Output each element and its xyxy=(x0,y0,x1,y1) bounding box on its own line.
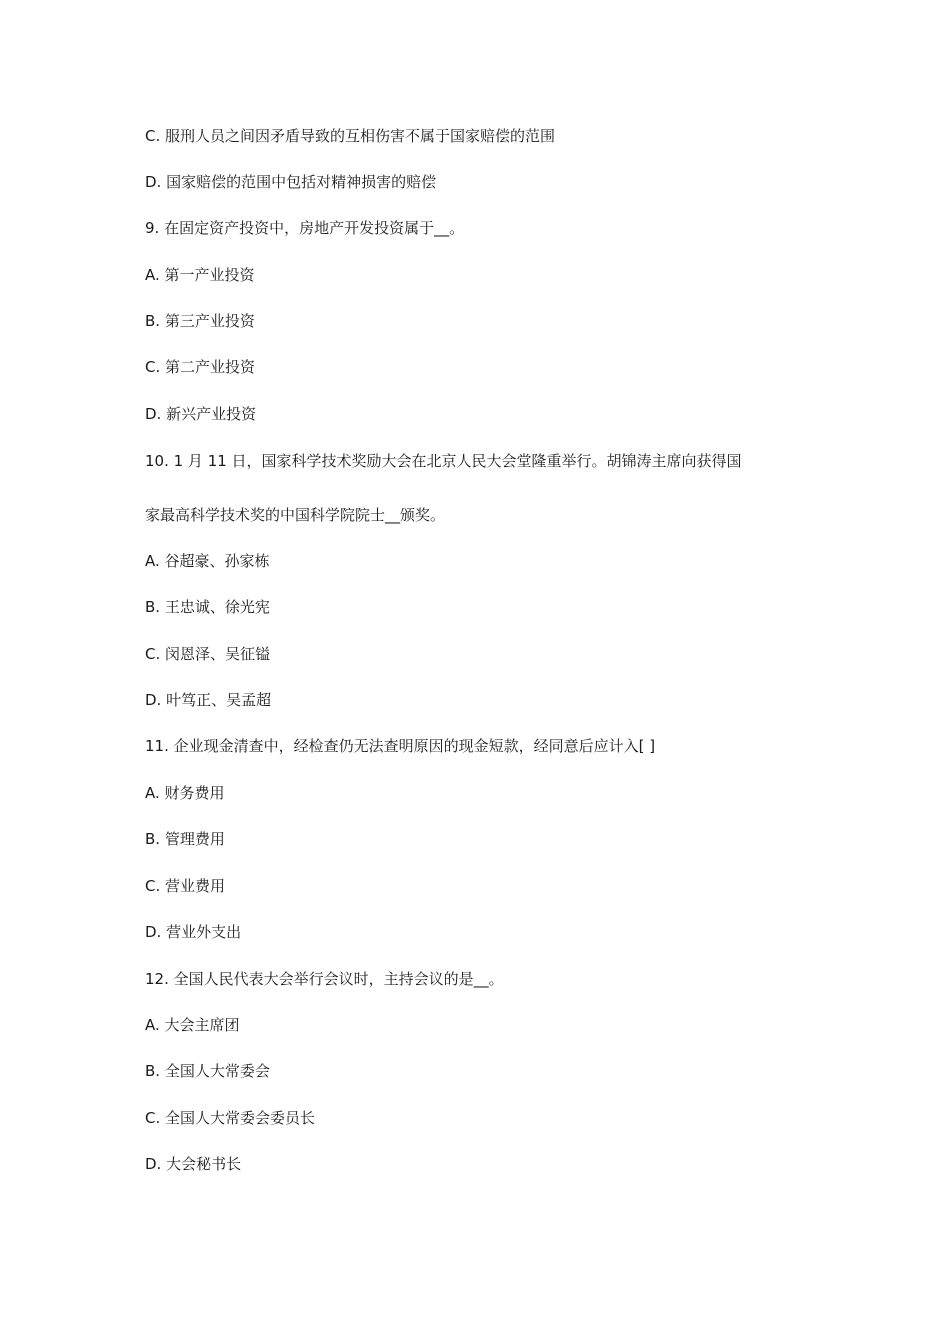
option-10c: C. 闵恩泽、吴征镒 xyxy=(145,645,271,663)
option-8c: C. 服刑人员之间因矛盾导致的互相伤害不属于国家赔偿的范围 xyxy=(145,127,556,145)
option-9a: A. 第一产业投资 xyxy=(145,266,255,284)
option-10a: A. 谷超豪、孙家栋 xyxy=(145,552,270,570)
question-12: 12. 全国人民代表大会举行会议时，主持会议的是__。 xyxy=(145,970,504,988)
option-10d: D. 叶笃正、吴孟超 xyxy=(145,691,272,709)
option-12c: C. 全国人大常委会委员长 xyxy=(145,1109,316,1127)
question-11: 11. 企业现金清查中，经检查仍无法查明原因的现金短款，经同意后应计入[ ] xyxy=(145,737,656,755)
option-11a: A. 财务费用 xyxy=(145,784,225,802)
option-9d: D. 新兴产业投资 xyxy=(145,405,257,423)
option-8d: D. 国家赔偿的范围中包括对精神损害的赔偿 xyxy=(145,173,437,191)
option-9c: C. 第二产业投资 xyxy=(145,358,256,376)
option-11d: D. 营业外支出 xyxy=(145,923,242,941)
question-10-line-2: 家最高科学技术奖的中国科学院院士__颁奖。 xyxy=(145,506,446,524)
option-12b: B. 全国人大常委会 xyxy=(145,1062,270,1080)
question-9: 9. 在固定资产投资中，房地产开发投资属于__。 xyxy=(145,219,465,237)
option-11c: C. 营业费用 xyxy=(145,877,226,895)
question-10-line-1: 10. 1 月 11 日，国家科学技术奖励大会在北京人民大会堂隆重举行。胡锦涛主席向获得国 xyxy=(145,452,742,470)
option-12d: D. 大会秘书长 xyxy=(145,1155,242,1173)
option-9b: B. 第三产业投资 xyxy=(145,312,255,330)
option-10b: B. 王忠诚、徐光宪 xyxy=(145,598,270,616)
option-12a: A. 大会主席团 xyxy=(145,1016,240,1034)
option-11b: B. 管理费用 xyxy=(145,830,225,848)
